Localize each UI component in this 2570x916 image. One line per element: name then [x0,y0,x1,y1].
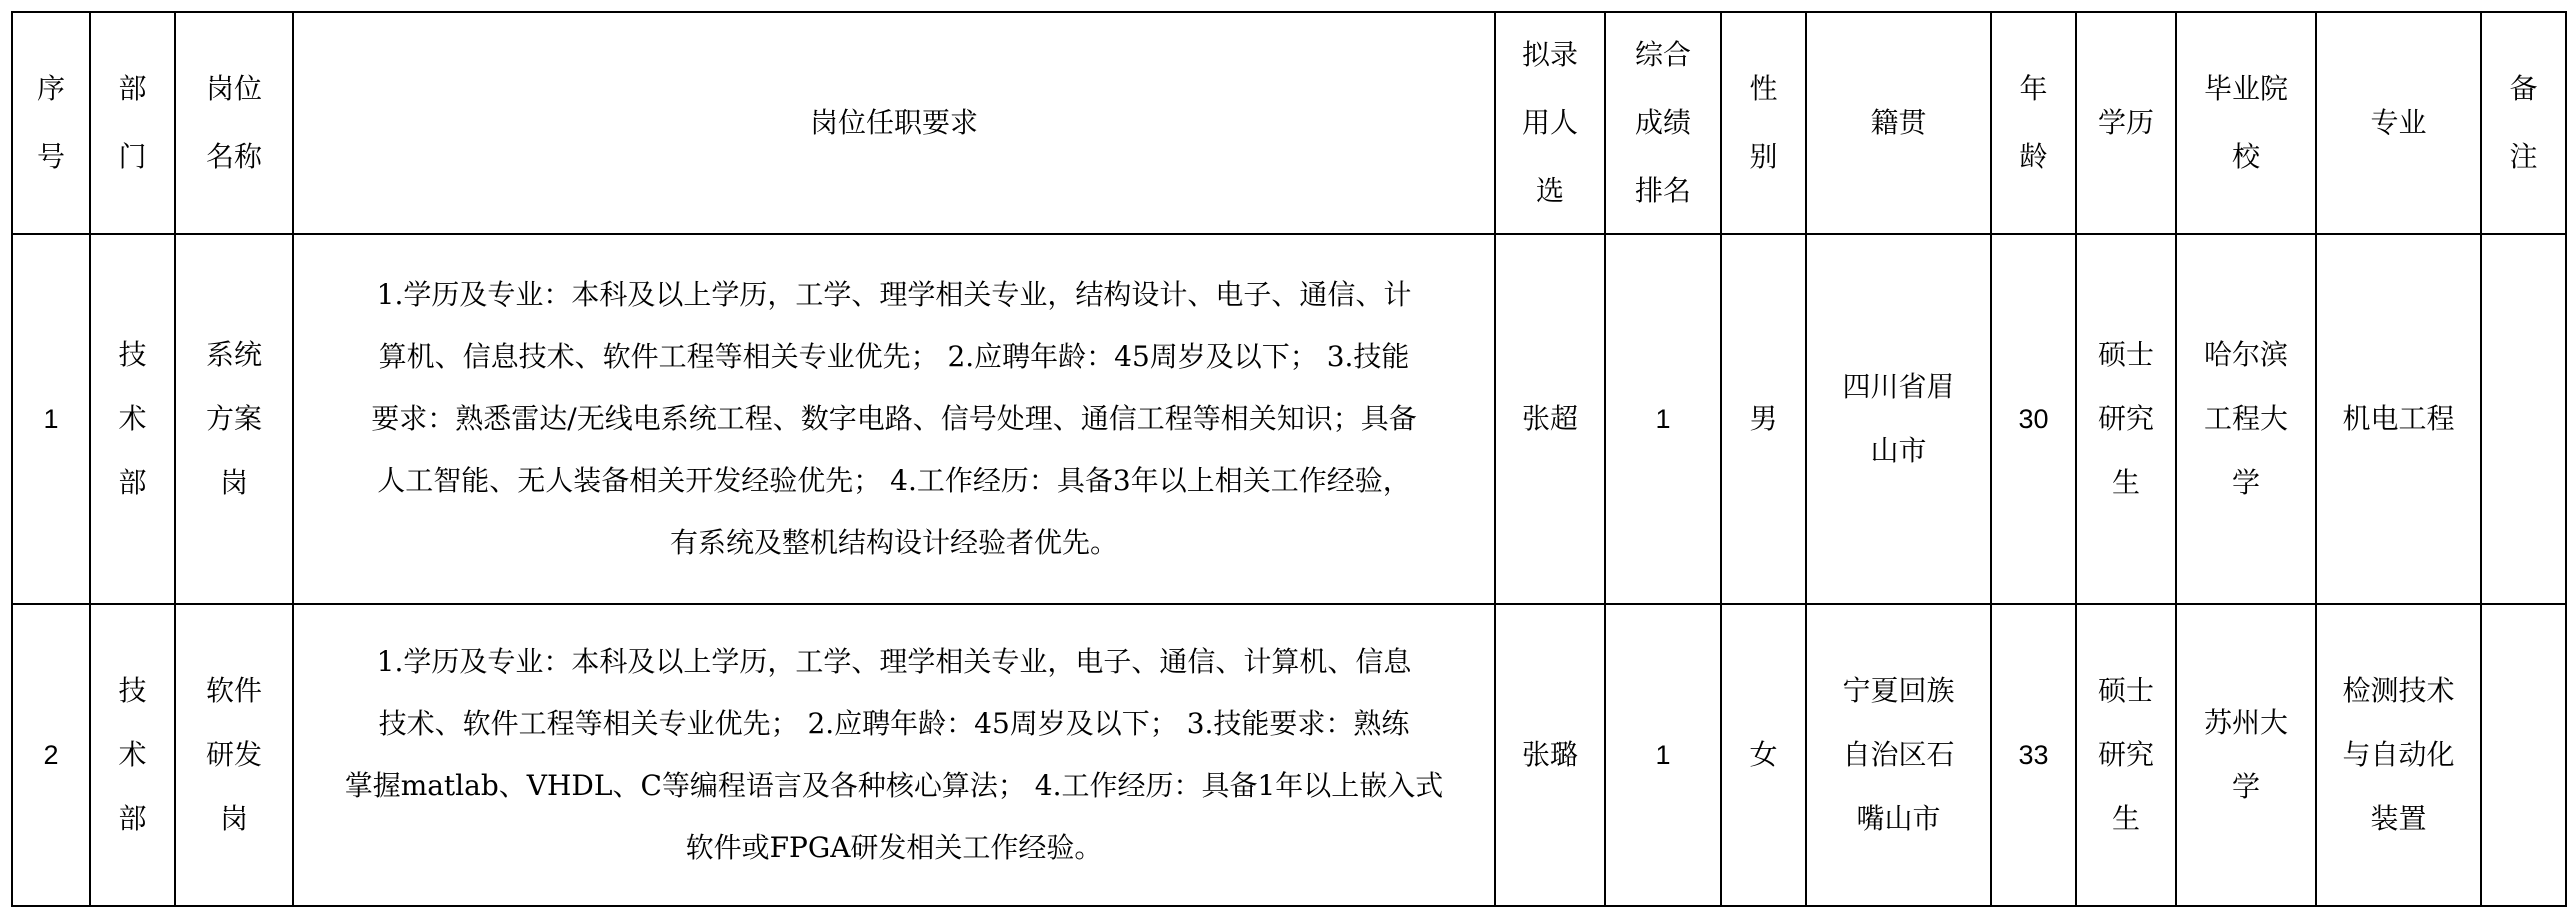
header-major: 专业 [2316,12,2481,234]
cell-origin: 四川省眉 山市 [1806,234,1991,604]
header-age: 年 龄 [1991,12,2076,234]
header-gender: 性 别 [1721,12,1806,234]
cell-school: 哈尔滨 工程大 学 [2176,234,2316,604]
cell-post: 系统 方案 岗 [175,234,293,604]
cell-candidate: 张超 [1495,234,1605,604]
header-post: 岗位 名称 [175,12,293,234]
cell-school: 苏州大 学 [2176,604,2316,906]
header-origin: 籍贯 [1806,12,1991,234]
header-requirements: 岗位任职要求 [293,12,1495,234]
cell-rank: 1 [1605,234,1721,604]
cell-requirements: 1.学历及专业：本科及以上学历，工学、理学相关专业，电子、通信、计算机、信息 技术、软件工程等相关专业优先； 2.应聘年龄：45周岁及以下； 3.技能要求：熟练 掌握matlab、VHDL、C等编程语言及各种核心算法； 4.工作经历：具备1年以上嵌入式 软件或FPGA研发相关工作经验。 [293,604,1495,906]
cell-education: 硕士 研究 生 [2076,234,2176,604]
hiring-table [11,11,2567,907]
cell-major: 检测技术 与自动化 装置 [2316,604,2481,906]
cell-remark [2481,604,2566,906]
cell-age: 30 [1991,234,2076,604]
cell-requirements: 1.学历及专业：本科及以上学历，工学、理学相关专业，结构设计、电子、通信、计 算机、信息技术、软件工程等相关专业优先； 2.应聘年龄：45周岁及以下； 3.技能 要求：熟悉雷达/无线电系统工程、数字电路、信号处理、通信工程等相关知识；具备 人工智能、无人装备相关开发经验优先； 4.工作经历：具备3年以上相关工作经验， 有系统及整机结构设计经验者优先。 [293,234,1495,604]
cell-gender: 女 [1721,604,1806,906]
header-candidate: 拟录 用人 选 [1495,12,1605,234]
header-seq: 序 号 [12,12,90,234]
header-education: 学历 [2076,12,2176,234]
cell-origin: 宁夏回族 自治区石 嘴山市 [1806,604,1991,906]
header-school: 毕业院 校 [2176,12,2316,234]
cell-gender: 男 [1721,234,1806,604]
header-rank: 综合 成绩 排名 [1605,12,1721,234]
cell-candidate: 张璐 [1495,604,1605,906]
cell-seq: 1 [12,234,90,604]
cell-dept: 技 术 部 [90,234,175,604]
cell-education: 硕士 研究 生 [2076,604,2176,906]
cell-age: 33 [1991,604,2076,906]
cell-remark [2481,234,2566,604]
cell-rank: 1 [1605,604,1721,906]
cell-dept: 技 术 部 [90,604,175,906]
table-row [12,604,2566,906]
table-row [12,234,2566,604]
cell-seq: 2 [12,604,90,906]
header-remark: 备 注 [2481,12,2566,234]
header-dept: 部 门 [90,12,175,234]
cell-post: 软件 研发 岗 [175,604,293,906]
cell-major: 机电工程 [2316,234,2481,604]
header-row [12,12,2566,234]
